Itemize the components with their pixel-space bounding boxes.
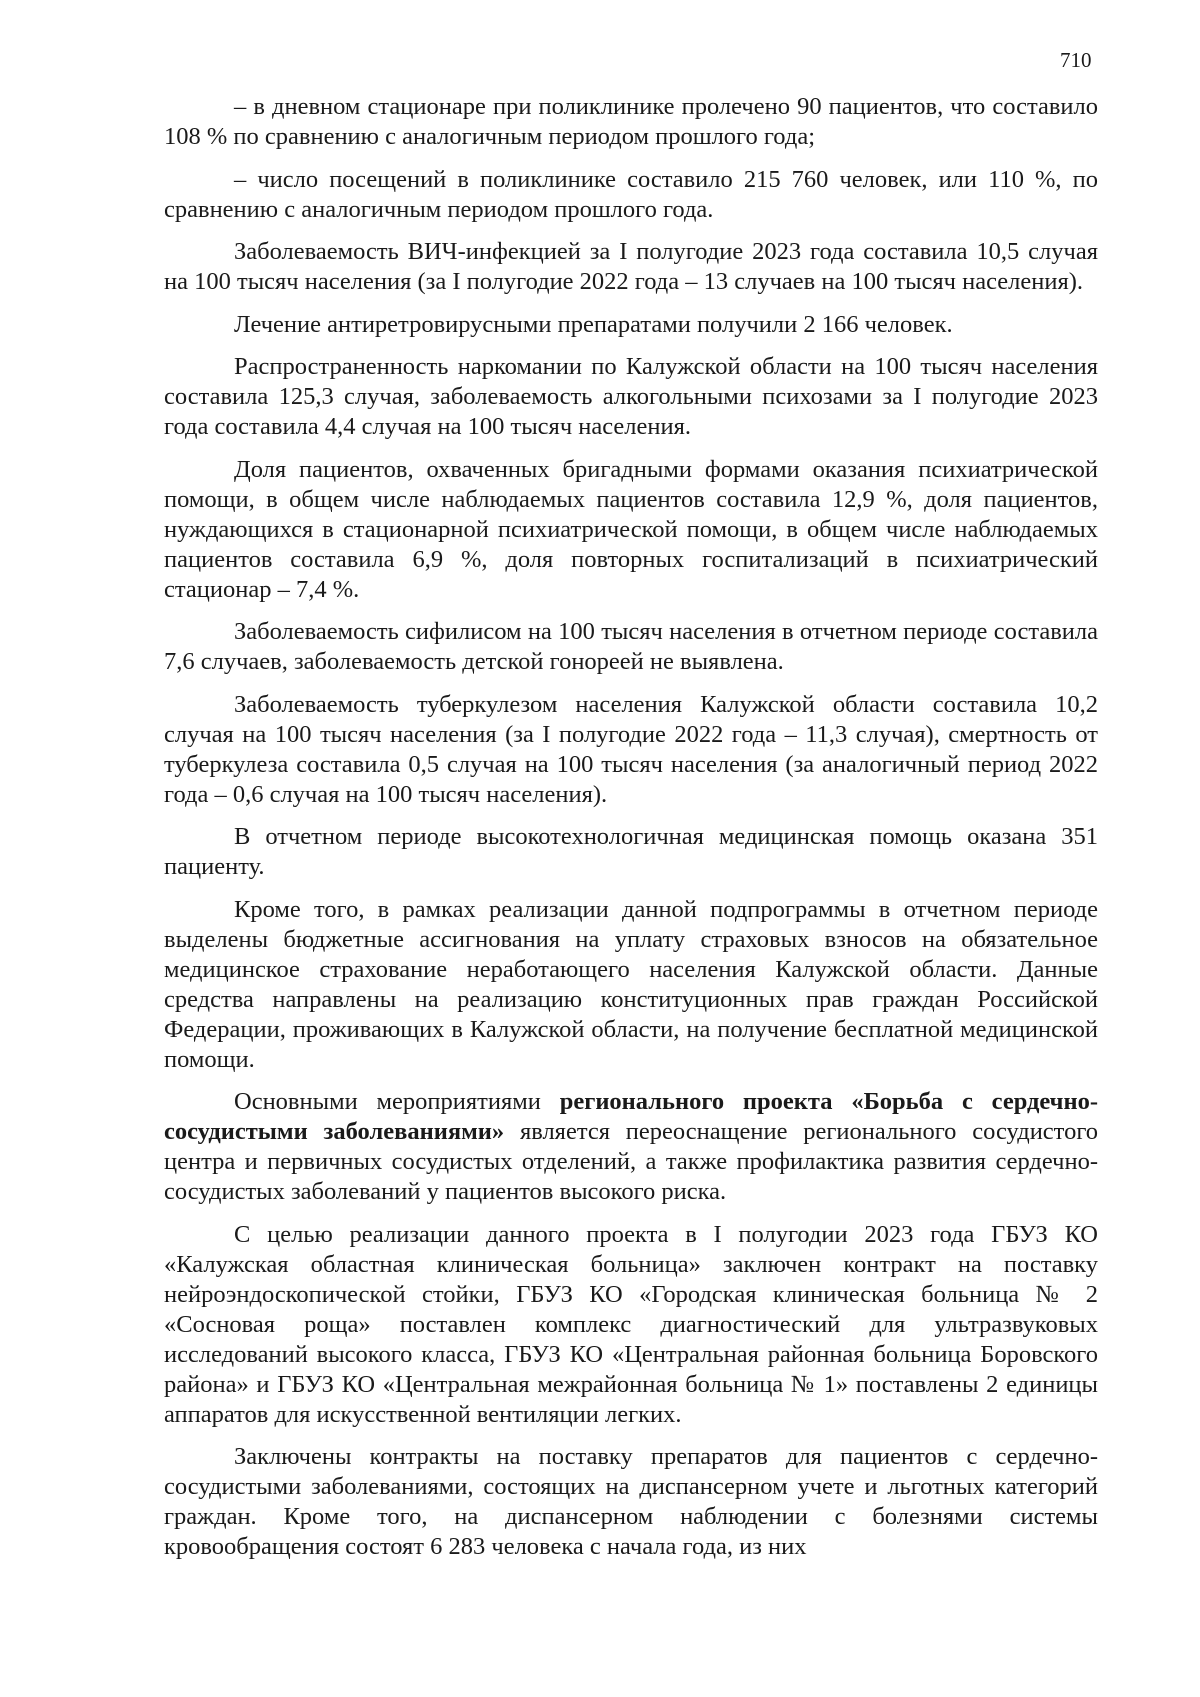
paragraph-p4	[164, 310, 1098, 340]
text-segment: Кроме того, в рамках реализации данной подпрограммы в отчетном периоде выделены бюджетные ассигнования на уплату страховых взносов на обязательное медицинское страхование неработающего населения Калужской области. Данные средства направлены на реализацию конституционных прав граждан Российской Федерации, проживающих в Калужской области, на получение бесплатной медицинской помощи.	[164, 895, 1098, 1073]
paragraph-p3	[164, 237, 1098, 297]
text-segment: Лечение антиретровирусными препаратами получили 2 166 человек.	[234, 310, 953, 338]
text-segment: В отчетном периоде высокотехнологичная медицинская помощь оказана 351 пациенту.	[164, 823, 1098, 880]
text-segment: – в дневном стационаре при поликлинике пролечено 90 пациентов, что составило 108 % по сравнению с аналогичным периодом прошлого года;	[164, 93, 1098, 150]
paragraph-p13	[164, 1442, 1098, 1562]
text-segment: С целью реализации данного проекта в I полугодии 2023 года ГБУЗ КО «Калужская областная клиническая больница» заключен контракт на поставку нейроэндоскопической стойки, ГБУЗ КО «Городская клиническая больница № 2 «Сосновая роща» поставлен комплекс диагностический для ультразвуковых исследований высокого класса, ГБУЗ КО «Центральная районная больница Боровского района» и ГБУЗ КО «Центральная межрайонная больница № 1» поставлены 2 единицы аппаратов для искусственной вентиляции легких.	[164, 1220, 1098, 1428]
text-segment: Заболеваемость сифилисом на 100 тысяч населения в отчетном периоде составила 7,6 случаев, заболеваемость детской гонореей не выявлена.	[164, 618, 1098, 675]
text-segment: Основными мероприятиями	[234, 1088, 560, 1115]
document-body	[164, 92, 1098, 1575]
bold-text-segment: регионального проекта «Борьба с сердечно-сосудистыми заболеваниями»	[164, 1088, 1098, 1145]
paragraph-p7	[164, 617, 1098, 677]
paragraph-p1	[164, 92, 1098, 152]
text-segment: Доля пациентов, охваченных бригадными формами оказания психиатрической помощи, в общем числе наблюдаемых пациентов составила 12,9 %, доля пациентов, нуждающихся в стационарной психиатрической помощи, в общем числе наблюдаемых пациентов составила 6,9 %, доля повторных госпитализаций в психиатрический стационар – 7,4 %.	[164, 455, 1098, 603]
text-segment: Заключены контракты на поставку препаратов для пациентов с сердечно-сосудистыми заболеваниями, состоящих на диспансерном учете и льготных категорий граждан. Кроме того, на диспансерном наблюдении с болезнями системы кровообращения состоят 6 283 человека с начала года, из них	[164, 1443, 1098, 1560]
text-segment: – число посещений в поликлинике составило 215 760 человек, или 110 %, по сравнению с аналогичным периодом прошлого года.	[164, 165, 1098, 223]
paragraph-p11	[164, 1087, 1098, 1207]
paragraph-p9	[164, 822, 1098, 882]
paragraph-p10	[164, 895, 1098, 1075]
text-segment: Заболеваемость ВИЧ-инфекцией за I полугодие 2023 года составила 10,5 случая на 100 тысяч населения (за I полугодие 2022 года – 13 случаев на 100 тысяч населения).	[164, 238, 1098, 295]
paragraph-p8	[164, 690, 1098, 810]
paragraph-p6	[164, 455, 1098, 605]
text-segment: Распространенность наркомании по Калужской области на 100 тысяч населения составила 125,3 случая, заболеваемость алкогольными психозами за I полугодие 2023 года составила 4,4 случая на 100 тысяч населения.	[164, 353, 1098, 440]
page-number: 710	[1060, 48, 1092, 72]
paragraph-p2	[164, 165, 1098, 225]
paragraph-p5	[164, 352, 1098, 442]
paragraph-p12	[164, 1220, 1098, 1430]
text-segment: является переоснащение регионального сосудистого центра и первичных сосудистых отделений, а также профилактика развития сердечно-сосудистых заболеваний у пациентов высокого риска.	[164, 1118, 1099, 1205]
text-segment: Заболеваемость туберкулезом населения Калужской области составила 10,2 случая на 100 тысяч населения (за I полугодие 2022 года – 11,3 случая), смертность от туберкулеза составила 0,5 случая на 100 тысяч населения (за аналогичный период 2022 года – 0,6 случая на 100 тысяч населения).	[164, 690, 1098, 808]
